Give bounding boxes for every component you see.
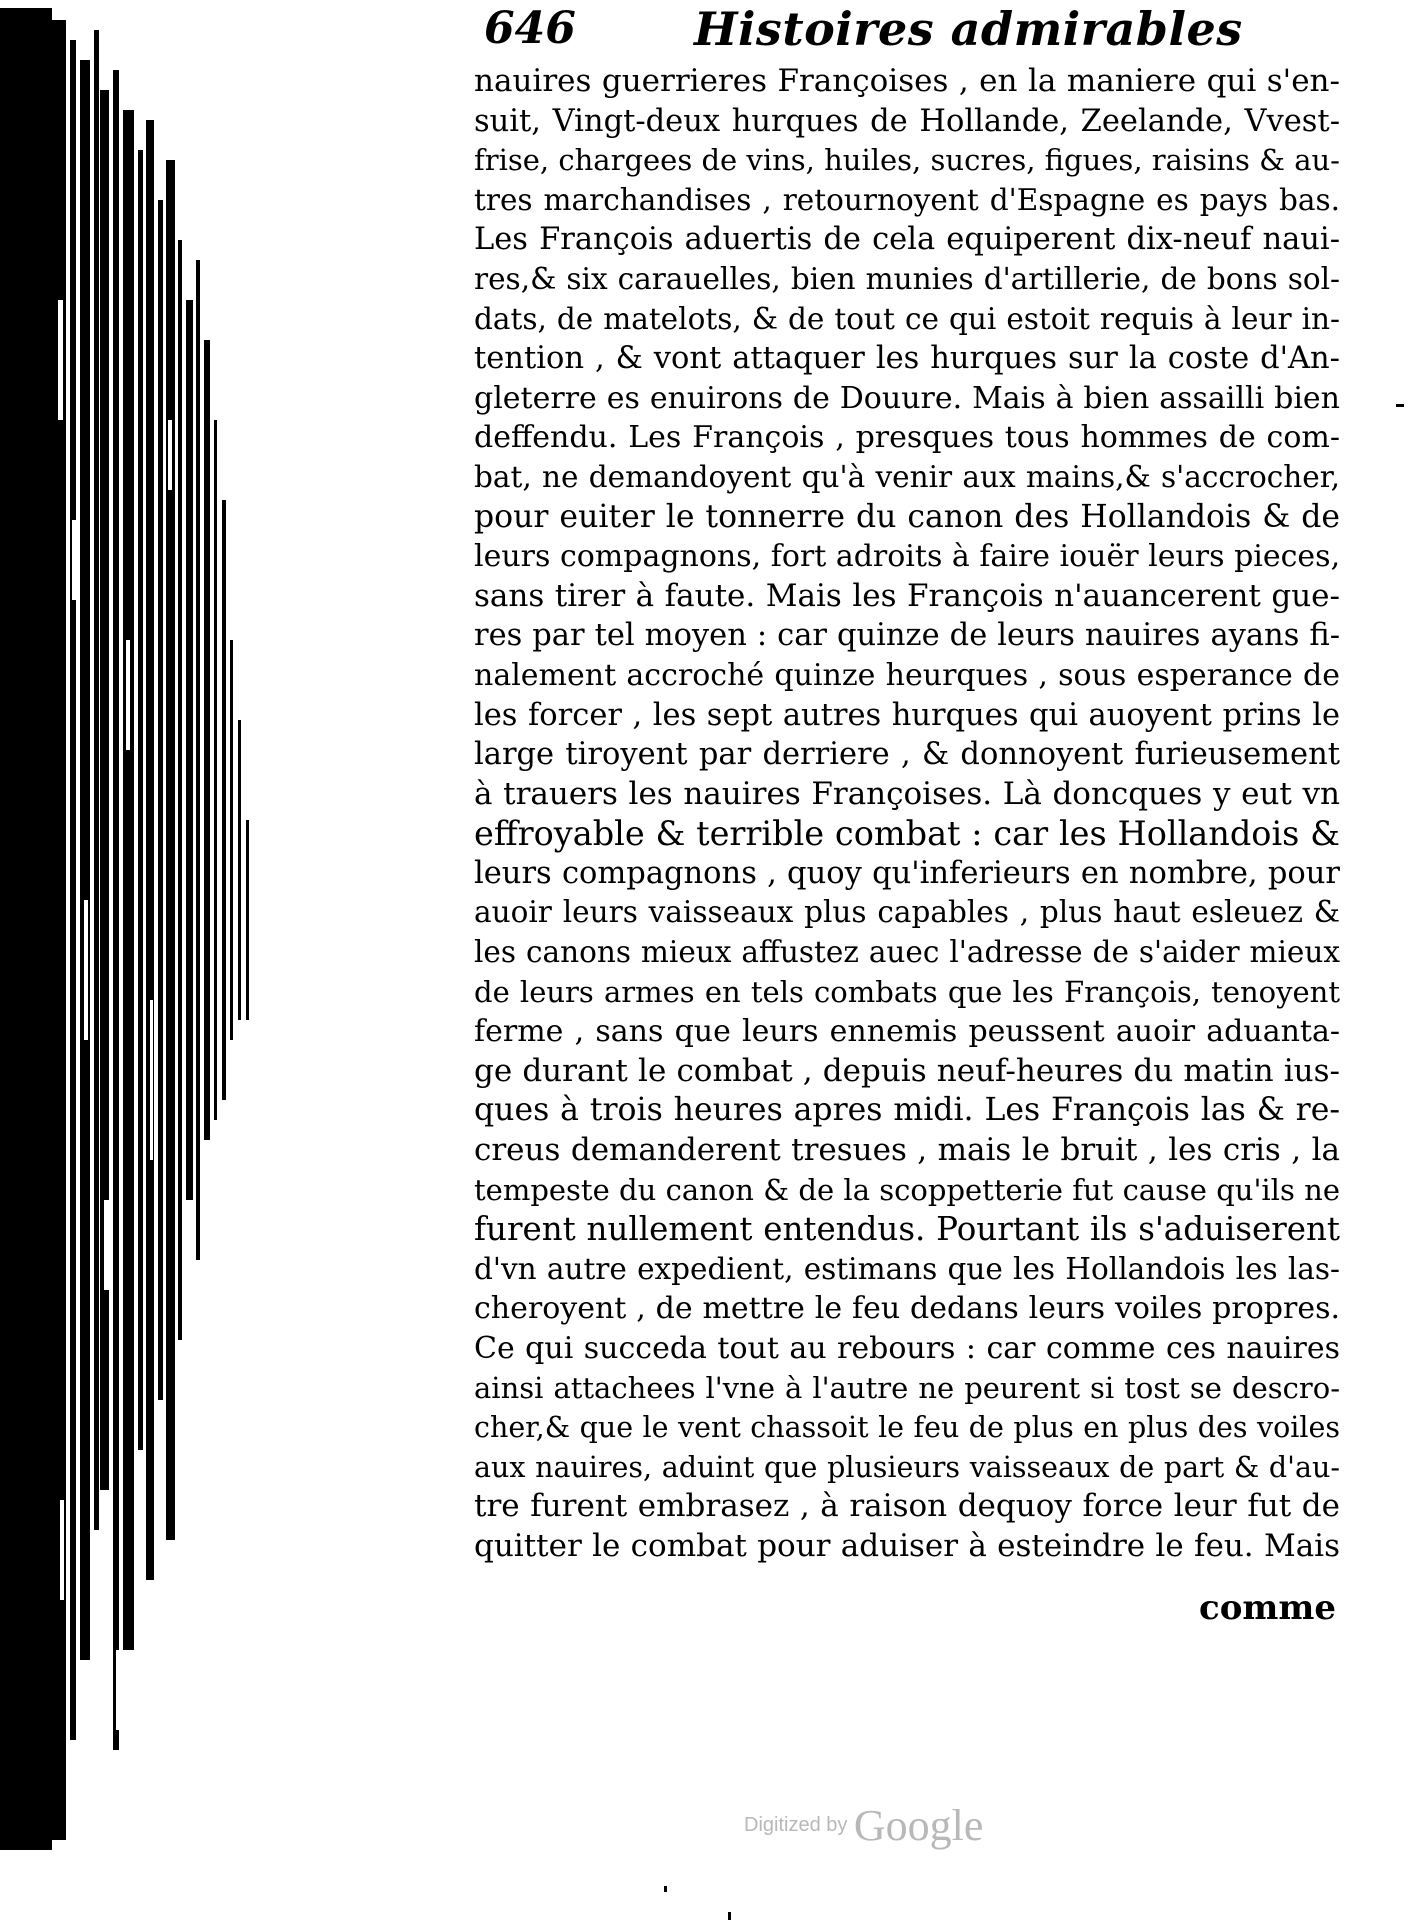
page-edge-streaks <box>52 20 249 1840</box>
text-line: sans tirer à faute. Mais les François n'auancerent gue- <box>474 577 1340 614</box>
text-line: quitter le combat pour aduiser à esteindre le feu. Mais <box>474 1527 1340 1564</box>
watermark-prefix: Digitized by <box>744 1814 848 1836</box>
speck <box>728 1912 731 1920</box>
spine-shadow <box>0 8 52 1850</box>
text-line: auoir leurs vaisseaux plus capables , plus haut esleuez & <box>474 895 1340 930</box>
text-line: pour euiter le tonnerre du canon des Hollandois & de <box>474 498 1340 535</box>
text-line: furent nullement entendus. Pourtant ils s'aduiserent <box>474 1210 1340 1249</box>
text-line: dats, de matelots, & de tout ce qui estoit requis à leur in- <box>474 301 1340 336</box>
text-line: leurs compagnons, fort adroits à faire iouër leurs pieces, <box>474 539 1341 575</box>
text-line: tention , & vont attaquer les hurques sur la coste d'An- <box>474 341 1340 377</box>
body-text <box>474 62 1340 1567</box>
text-line: frise, chargees de vins, huiles, sucres, figues, raisins & au- <box>474 143 1340 178</box>
text-line: à trauers les nauires Françoises. Là doncques y eut vn <box>474 775 1340 812</box>
catchword: comme <box>1199 1588 1336 1628</box>
page-number: 646 <box>484 3 576 54</box>
text-line: effroyable & terrible combat : car les Hollandois & <box>474 814 1340 854</box>
text-line: tempeste du canon & de la scoppetterie fut cause qu'ils ne <box>474 1172 1340 1207</box>
text-line: de leurs armes en tels combats que les François, tenoyent <box>474 974 1340 1009</box>
text-line: res par tel moyen : car quinze de leurs nauires ayans fi- <box>474 618 1340 654</box>
speck <box>1396 404 1404 407</box>
text-line: res,& six carauelles, bien munies d'artillerie, de bons sol- <box>474 261 1340 296</box>
page-header <box>484 4 1344 54</box>
text-line: ferme , sans que leurs ennemis peussent auoir aduanta- <box>474 1014 1340 1050</box>
text-line: d'vn autre expedient, estimans que les Hollandois les las- <box>474 1251 1340 1286</box>
text-line: ques à trois heures apres midi. Les François las & re- <box>474 1092 1340 1129</box>
speck <box>664 1886 667 1892</box>
text-line: Ce qui succeda tout au rebours : car comme ces nauires <box>474 1331 1340 1366</box>
text-line: suit, Vingt-deux hurques de Hollande, Zeelande, Vvest- <box>474 103 1340 139</box>
text-line: tres marchandises , retournoyent d'Espagne es pays bas. <box>474 182 1340 217</box>
text-line: leurs compagnons , quoy qu'inferieurs en nombre, pour <box>474 855 1340 891</box>
text-line: deffendu. Les François , presques tous hommes de com- <box>474 420 1340 456</box>
text-line: tre furent embrasez , à raison dequoy force leur fut de <box>474 1488 1340 1525</box>
google-logo: Google <box>853 1801 984 1850</box>
text-line: les canons mieux affustez auec l'adresse de s'aider mieux <box>474 935 1340 970</box>
text-line: ainsi attachees l'vne à l'autre ne peurent si tost se descro- <box>474 1370 1340 1405</box>
text-line: nauires guerrieres Françoises , en la maniere qui s'en- <box>474 63 1340 99</box>
text-line: ge durant le combat , depuis neuf-heures du matin ius- <box>474 1052 1340 1089</box>
text-line: cher,& que le vent chassoit le feu de plus en plus des voiles <box>474 1411 1340 1445</box>
text-line: les forcer , les sept autres hurques qui auoyent prins le <box>474 697 1340 733</box>
text-line: creus demanderent tresues , mais le bruit , les cris , la <box>474 1132 1340 1169</box>
text-line: gleterre es enuirons de Douure. Mais à bien assailli bien <box>474 380 1340 416</box>
text-line: large tiroyent par derriere , & donnoyent furieusement <box>474 737 1340 773</box>
text-line: bat, ne demandoyent qu'à venir aux mains,& s'accrocher, <box>474 459 1340 494</box>
running-head: Histoires admirables <box>694 2 1243 56</box>
text-line: Les François aduertis de cela equiperent dix-neuf naui- <box>474 222 1340 258</box>
text-line: nalement accroché quinze heurques , sous esperance de <box>474 657 1340 693</box>
text-line: cheroyent , de mettre le feu dedans leurs voiles propres. <box>474 1291 1340 1327</box>
text-line: aux nauires, aduint que plusieurs vaisseaux de part & d'au- <box>474 1450 1340 1484</box>
digitized-by-watermark <box>744 1800 983 1860</box>
